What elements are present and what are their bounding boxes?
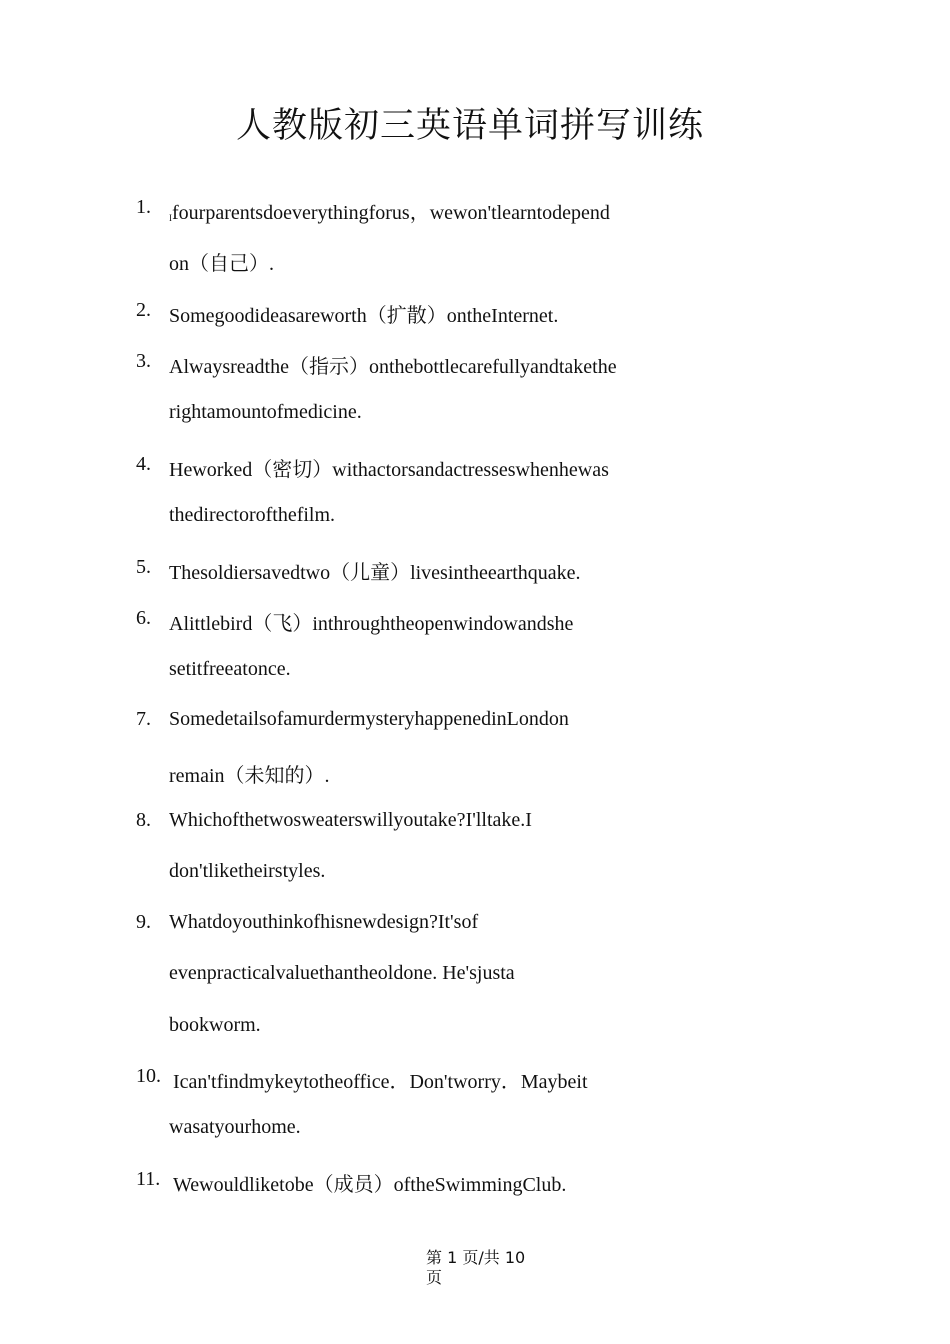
- page-number-line: 页: [426, 1268, 443, 1287]
- item-number: 9.: [136, 911, 151, 933]
- item-text: rightamountofmedicine.: [169, 401, 362, 423]
- item-text: Heworked（密切）withactorsandactresseswhenhewas: [169, 459, 609, 481]
- item-number: 6.: [136, 607, 151, 629]
- page-number-line: 第 1 页/共 10: [426, 1248, 526, 1267]
- item-text: Whichofthetwosweaterswillyoutake?I'lltake.I: [169, 809, 532, 831]
- item-text: Alittlebird（飞）inthroughtheopenwindowandshe: [169, 613, 574, 635]
- item-text: Alwaysreadthe（指示）onthebottlecarefullyandtakethe: [169, 356, 617, 378]
- item-number: 4.: [136, 453, 151, 475]
- item-text: Somegoodideasareworth（扩散）ontheInternet.: [169, 305, 559, 327]
- item-text: SomedetailsofamurdermysteryhappenedinLondon: [169, 708, 569, 730]
- item-text: setitfreeatonce.: [169, 658, 291, 680]
- page-footer: [426, 1248, 546, 1288]
- item-text: Ican'tfindmykeytotheoffice．Don'tworry．Maybeit: [173, 1071, 588, 1093]
- item-number: 1.: [136, 196, 151, 218]
- item-number: 8.: [136, 809, 151, 831]
- item-number: 2.: [136, 299, 151, 321]
- item-number: 7.: [136, 708, 151, 730]
- item-text: wasatyourhome.: [169, 1116, 301, 1138]
- item-text: Thesoldiersavedtwo（儿童）livesintheearthquake.: [169, 562, 581, 584]
- item-text: thedirectorofthefilm.: [169, 504, 336, 526]
- item-number: 10.: [136, 1065, 161, 1087]
- item-number: 5.: [136, 556, 151, 578]
- item-text: Whatdoyouthinkofhisnewdesign?It'sof: [169, 911, 479, 933]
- item-text: on（自己）.: [169, 253, 274, 275]
- item-text: bookworm.: [169, 1014, 261, 1036]
- item-number: 3.: [136, 350, 151, 372]
- item-text: Ifourparentsdoeverythingforus，wewon'tlearntodepend: [169, 202, 610, 224]
- item-text: evenpracticalvaluethantheoldone. He'sjusta: [169, 962, 515, 984]
- item-text: remain（未知的）.: [169, 765, 330, 787]
- item-prefix: I: [169, 213, 172, 223]
- item-number: 11.: [136, 1168, 161, 1190]
- page-title: 人教版初三英语单词拼写训练: [235, 106, 704, 146]
- item-text: Wewouldliketobe（成员）oftheSwimmingClub.: [173, 1174, 567, 1196]
- item-text: don'tliketheirstyles.: [169, 860, 326, 882]
